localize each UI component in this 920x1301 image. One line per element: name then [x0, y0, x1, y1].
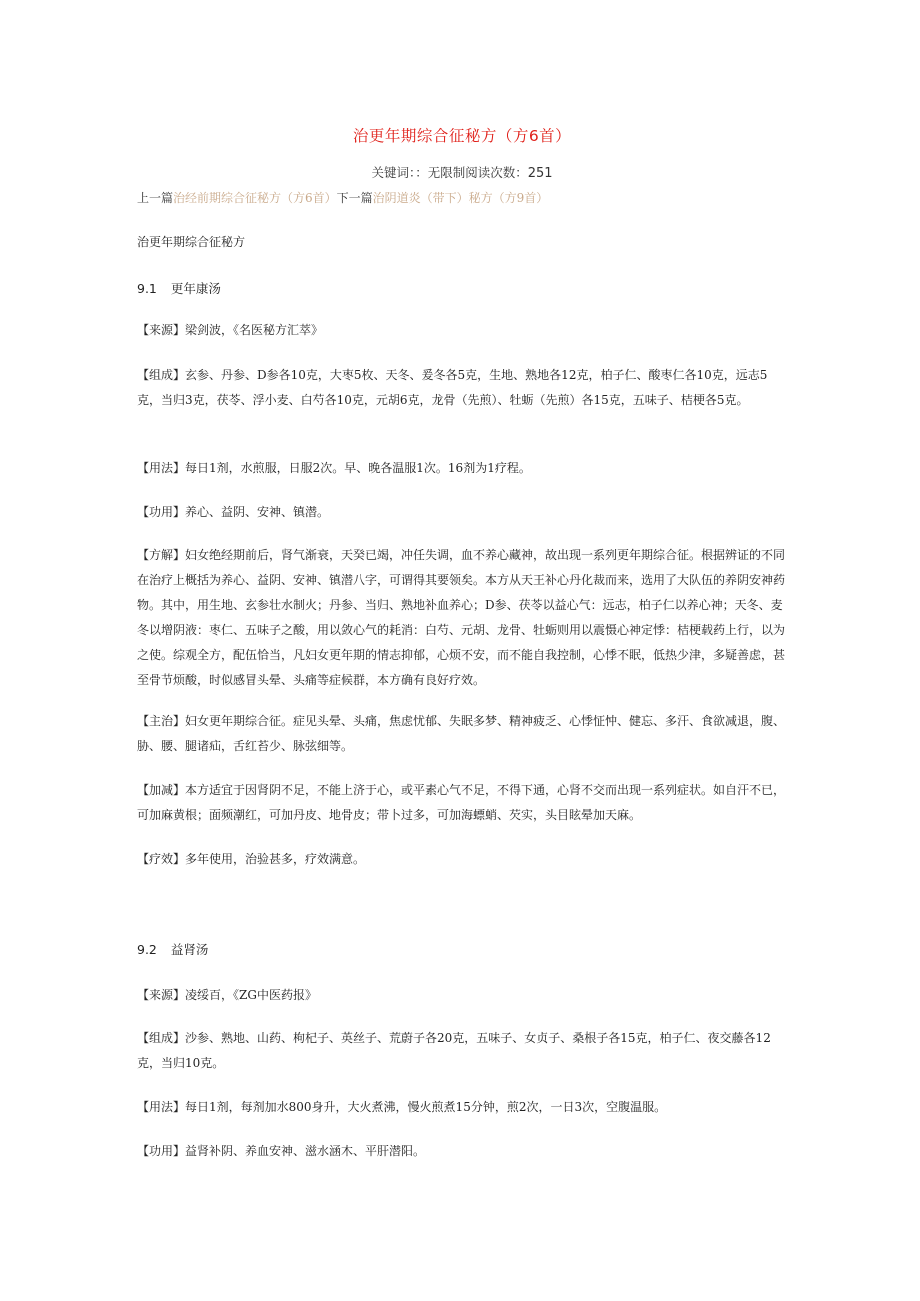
- item-label: 【来源】: [137, 323, 186, 337]
- recipe-item-modification: [137, 778, 787, 828]
- recipe-item-usage: [137, 456, 787, 481]
- recipe-number: 9.2: [137, 942, 157, 957]
- item-text: 妇女绝经期前后，肾气渐衰，天癸已竭，冲任失调，血不养心藏神，故出现一系列更年期综合征。根据辨证的不同在治疗上概括为养心、益阴、安神、镇潜八字，可谓得其要领矣。本方从天王补心丹化裁而来，选用了大队伍的养阴安神药物。其中，用生地、玄参壮水制火；丹参、当归、熟地补血养心；D参、茯苓以益心气：远志，柏子仁以养心神；天冬、麦冬以增阴液：枣仁、五味子之酸，用以敛心气的耗消：白芍、元胡、龙骨、牡蛎则用以震慑心神定悸：桔梗载药上行，以为之使。综观全方，配伍恰当，凡妇女更年期的情志抑郁，心烦不安，而不能自我控制，心悸不眠，低热少津，多疑善虑，甚至骨节烦酸，时似感冒头晕、头痛等症候群，本方确有良好疗效。: [137, 548, 786, 687]
- item-label: 【主治】: [137, 714, 186, 728]
- recipe-item-efficacy: [137, 847, 787, 872]
- read-label: 无限制阅读次数：: [427, 165, 528, 180]
- item-label: 【方解】: [137, 548, 186, 562]
- article-nav: [137, 189, 548, 206]
- next-label: 下一篇: [336, 191, 373, 205]
- recipe-item-source: [137, 983, 787, 1008]
- recipe-item-usage: [137, 1095, 787, 1120]
- recipe-item-indication: [137, 709, 787, 759]
- item-label: 【功用】: [137, 1144, 186, 1158]
- item-text: 多年使用，治验甚多，疗效满意。: [185, 852, 366, 866]
- item-text: 养心、益阴、安神、镇潜。: [185, 505, 330, 519]
- prev-label: 上一篇: [137, 191, 174, 205]
- item-text: 益肾补阴、养血安神、滋水涵木、平肝潜阳。: [185, 1144, 426, 1158]
- item-label: 【功用】: [137, 505, 186, 519]
- item-text: 本方适宜于因肾阴不足，不能上济于心，或平素心气不足，不得下通，心肾不交而出现一系列症状。如自汗不已，可加麻黄根；面频潮红，可加丹皮、地骨皮；带卜过多，可加海螵蛸、芡实，头目眩晕加天麻。: [137, 783, 786, 822]
- meta-line: [137, 163, 787, 181]
- recipe-name: 更年康汤: [170, 281, 221, 296]
- item-label: 【组成】: [137, 368, 186, 382]
- recipe-item-explanation: [137, 543, 787, 693]
- item-text: 凌绥百，《ZG中医药报》: [185, 988, 317, 1002]
- recipe-name: 益肾汤: [170, 942, 209, 957]
- recipe-heading: [137, 937, 787, 962]
- item-label: 【用法】: [137, 461, 186, 475]
- recipe-item-function: [137, 1139, 787, 1164]
- item-label: 【组成】: [137, 1031, 186, 1045]
- next-article-link[interactable]: 治阴道炎（带下）秘方（方9首）: [372, 191, 549, 205]
- keywords-label: 关键词：：: [371, 165, 428, 180]
- read-count: 251: [527, 166, 553, 181]
- item-text: 每日1剂，水煎服，日服2次。早、晚各温服1次。16剂为1疗程。: [185, 461, 531, 475]
- item-label: 【疗效】: [137, 852, 186, 866]
- recipe-item-composition: [137, 363, 787, 413]
- item-text: 玄参、丹参、D参各10克，大枣5枚、天冬、爰冬各5克，生地、熟地各12克，柏子仁、酸枣仁各10克，远志5克，当归3克，茯苓、浮小麦、白芍各10克，元胡6克，龙骨（先煎）、牡蛎（先煎）各15克，五味子、桔梗各5克。: [137, 368, 768, 407]
- item-text: 梁剑波，《名医秘方汇萃》: [185, 323, 324, 337]
- item-text: 沙参、熟地、山药、枸杞子、英丝子、荒蔚子各20克，五味子、女贞子、桑根子各15克，柏子仁、夜交藤各12克，当归10克。: [137, 1031, 771, 1070]
- item-text: 每日1剂，每剂加水800身升，大火煮沸，慢火煎煮15分钟，煎2次，一日3次，空腹温服。: [185, 1100, 667, 1114]
- item-label: 【加减】: [137, 783, 186, 797]
- item-label: 【来源】: [137, 988, 186, 1002]
- recipe-item-source: [137, 318, 787, 343]
- recipe-number: 9.1: [137, 281, 157, 296]
- recipe-item-composition: [137, 1026, 787, 1076]
- prev-article-link[interactable]: 治经前期综合征秘方（方6首）: [173, 191, 337, 205]
- recipe-item-function: [137, 500, 787, 525]
- section-title: 治更年期综合征秘方: [137, 235, 246, 249]
- item-text: 妇女更年期综合征。症见头晕、头痛，焦虑忧郁、失眠多梦、精神疲乏、心悸怔忡、健忘、多汗、食欲减退，腹、胁、腰、腿诸疝，舌红苔少、脉弦细等。: [137, 714, 786, 753]
- recipe-heading: [137, 276, 787, 301]
- item-label: 【用法】: [137, 1100, 186, 1114]
- page-title: 治更年期综合征秘方（方6首）: [352, 127, 572, 145]
